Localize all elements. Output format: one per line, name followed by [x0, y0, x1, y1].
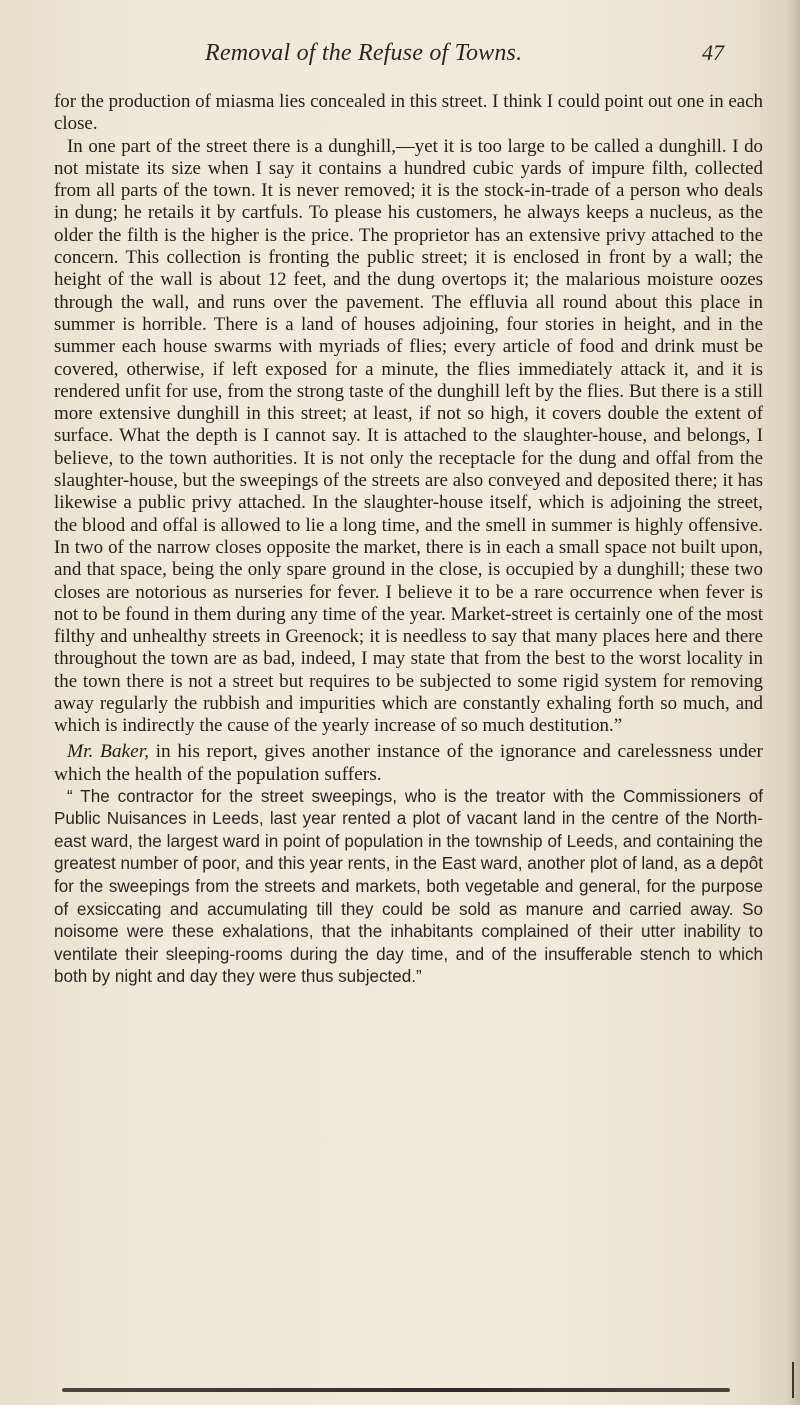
page-number: 47: [702, 40, 724, 65]
bottom-rule: [62, 1388, 730, 1392]
running-title: Removal of the Refuse of Towns.: [205, 40, 523, 66]
paragraph-baker: [54, 740, 763, 786]
author-name: Mr. Baker,: [67, 740, 150, 762]
page-edge-shadow: [786, 0, 800, 1405]
paragraph-dunghill: In one part of the street there is a dunghill,—yet it is too large to be called a dunghill. I do not mistate its size when I say it contains a hundred cubic yards of impure filth, collected from all parts of the town. It is never removed; it is the stock-in-trade of a person who deals in dung; he retails it by cartfuls. To please his customers, he always keeps a nucleus, as the older the filth is the higher is the price. The proprietor has an extensive privy attached to the concern. This collection is fronting the public street; it is enclosed in front by a wall; the height of the wall is about 12 feet, and the dung overtops it; the malarious moisture oozes through the wall, and runs over the pavement. The effluvia all round about this place in summer is horrible. There is a land of houses adjoining, four stories in height, and in the summer each house swarms with myriads of flies; every article of food and drink must be covered, otherwise, if left exposed for a minute, the flies immediately attack it, and it is rendered unfit for use, from the strong taste of the dunghill left by the flies. But there is a still more extensive dunghill in this street; at least, if not so high, it covers double the extent of surface. What the depth is I cannot say. It is attached to the slaughter-house, and belongs, I believe, to the town authorities. It is not only the receptacle for the dung and offal from the slaughter-house, but the sweepings of the streets are also conveyed and deposited there; it has likewise a public privy attached. In the slaughter-house itself, which is adjoining the street, the blood and offal is allowed to lie a long time, and the smell in summer is highly offensive. In two of the narrow closes opposite the market, there is in each a small space not built upon, and that space, being the only spare ground in the close, is occupied by a dunghill; these two closes are notorious as nurseries for fever. I believe it to be a rare occurrence when fever is not to be found in them during any time of the year. Market-street is certainly one of the most filthy and unhealthy streets in Greenock; it is needless to say that many places here and there throughout the town are as bad, indeed, I may state that from the best to the worst locality in the town there is not a street but requires to be subjected to some rigid system for removing away regularly the rubbish and impurities which are constantly exhaling forth so much, and which is indirectly the cause of the yearly increase of so much destitution.”: [54, 135, 763, 737]
edge-mark: [792, 1362, 794, 1398]
running-head: [0, 40, 800, 80]
body-text: [54, 91, 763, 989]
paragraph-baker-text: in his report, gives another instance of the ignorance and carelessness under which the health of the population suffers.: [54, 740, 763, 785]
paragraph-continued-quote: for the production of miasma lies concealed in this street. I think I could point out one in each close.: [54, 91, 763, 135]
paragraph-leeds-quote: “ The contractor for the street sweepings, who is the treator with the Commissioners of Public Nuisances in Leeds, last year rented a plot of vacant land in the centre of the North-east ward, the largest ward in point of population in the township of Leeds, and containing the greatest number of poor, and this year rents, in the East ward, another plot of land, as a depôt for the sweepings from the streets and markets, both vegetable and general, for the purpose of exsiccating and accumulating till they could be sold as manure and carried away. So noisome were these exhalations, that the inhabitants complained of their utter inability to ventilate their sleeping-rooms during the day time, and of the insufferable stench to which both by night and day they were thus subjected.”: [54, 786, 763, 987]
